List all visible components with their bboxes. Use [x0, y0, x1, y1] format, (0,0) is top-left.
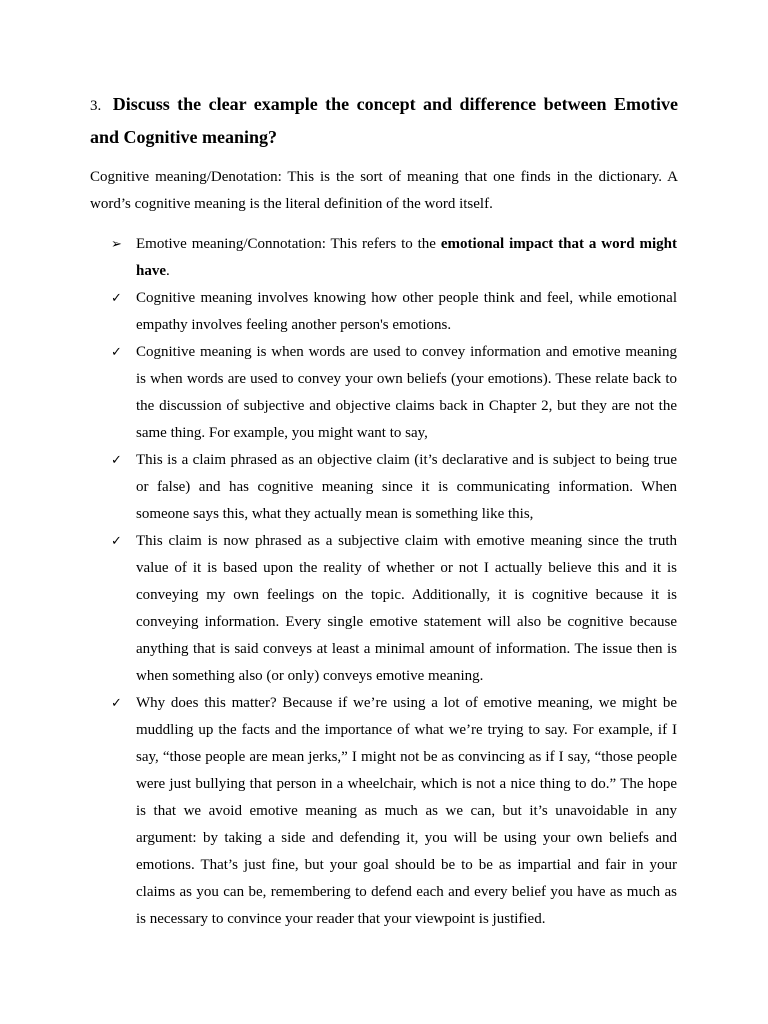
- checkmark-bullet-icon: ✓: [111, 345, 122, 360]
- question-heading: [90, 89, 678, 153]
- list-item: [0, 690, 768, 933]
- list-item: [0, 528, 768, 690]
- list-item-text: This claim is now phrased as a subjective claim with emotive meaning since the truth value of it is based upon the reality of whether or not I actually believe this and it is conveying my own feelings on the topic. Additionally, it is cognitive because it is conveying information. Every single emotive statement will also be cognitive because anything that is said conveys at least a minimal amount of information. The issue then is when something also (or only) conveys emotive meaning.: [136, 533, 677, 684]
- list-item-text: [136, 231, 677, 285]
- arrow-bullet-icon: ➢: [111, 237, 122, 252]
- question-number: 3.: [90, 98, 102, 114]
- list-item-text: Why does this matter? Because if we’re using a lot of emotive meaning, we might be muddling up the facts and the importance of what we’re trying to say. For example, if I say, “those people are mean jerks,” I might not be as convincing as if I say, “those people were just bullying that person in a wheelchair, which is not a nice thing to do.” The hope is that we avoid emotive meaning as much as we can, but it’s unavoidable in any argument: by taking a side and defending it, you will be using your own beliefs and emotions. That’s just fine, but your goal should be to be as impartial and fair in your claims as you can be, remembering to defend each and every belief you have as much as is necessary to convince your reader that your viewpoint is justified.: [136, 695, 677, 927]
- list-item-text: Cognitive meaning involves knowing how other people think and feel, while emotional empathy involves feeling another person's emotions.: [136, 290, 677, 333]
- checkmark-bullet-icon: ✓: [111, 453, 122, 468]
- list-item-text-bold: emotional impact that a word might have: [136, 236, 677, 279]
- checkmark-bullet-icon: ✓: [111, 291, 122, 306]
- list-item-text-start: Emotive meaning/Connotation: This refers to the: [136, 236, 441, 252]
- list-item: [0, 285, 768, 339]
- list-item-text: Cognitive meaning is when words are used to convey information and emotive meaning is when words are used to convey your own beliefs (your emotions). These relate back to the discussion of subjective and objective claims back in Chapter 2, but they are not the same thing. For example, you might want to say,: [136, 344, 677, 441]
- checkmark-bullet-icon: ✓: [111, 534, 122, 549]
- answer-list: [0, 231, 768, 933]
- list-item-text-end: .: [166, 263, 170, 279]
- checkmark-bullet-icon: ✓: [111, 696, 122, 711]
- question-title: Discuss the clear example the concept and difference between Emotive and Cognitive meaning?: [90, 94, 679, 147]
- list-item: [0, 339, 768, 447]
- intro-paragraph: Cognitive meaning/Denotation: This is the sort of meaning that one finds in the dictionary. A word’s cognitive meaning is the literal definition of the word itself.: [90, 169, 678, 212]
- list-item-text: This is a claim phrased as an objective claim (it’s declarative and is subject to being true or false) and has cognitive meaning since it is communicating information. When someone says this, what they actually mean is something like this,: [136, 452, 677, 522]
- list-item: [0, 447, 768, 528]
- list-item: [0, 231, 768, 285]
